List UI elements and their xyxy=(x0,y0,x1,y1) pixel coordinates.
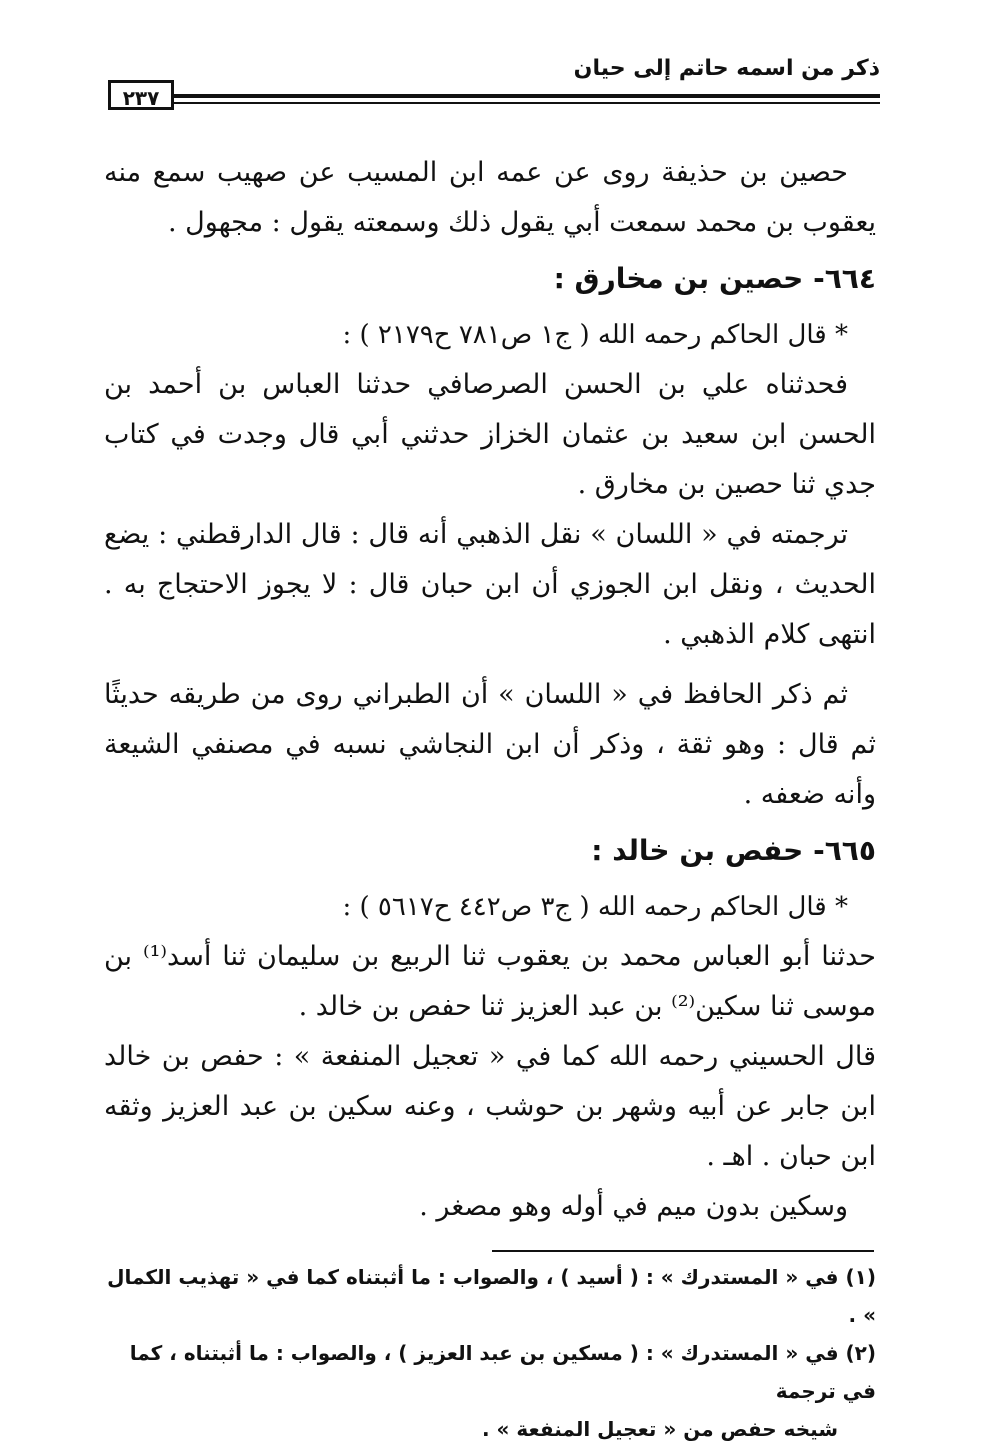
footnote-2: (٢) في « المستدرك » : ( مسكين بن عبد العزيز ) ، والصواب : ما أثبتناه ، كما في ترجمة xyxy=(129,1341,876,1403)
running-title: ذكر من اسمه حاتم إلى حيان xyxy=(573,56,880,81)
paragraph-note-665: وسكين بدون ميم في أوله وهو مصغر . xyxy=(419,1191,848,1222)
footnote-separator xyxy=(492,1250,874,1252)
header-rule-thick xyxy=(174,94,880,98)
source-reference-664: * قال الحاكم رحمه الله ( ج١ ص٧٨١ ح٢١٧٩ ) : xyxy=(342,320,848,350)
footnotes xyxy=(104,1258,876,1448)
main-text xyxy=(104,148,876,1232)
footnote-1: (١) في « المستدرك » : ( أسيد ) ، والصواب : ما أثبتناه كما في « تهذيب الكمال » . xyxy=(107,1265,876,1327)
footnote-2-continuation: شيخه حفص من « تعجيل المنفعة » . xyxy=(481,1417,838,1441)
paragraph-isnad-665: حدثنا أبو العباس محمد بن يعقوب ثنا الربيع بن سليمان ثنا أسد⁽¹⁾ بن موسى ثنا سكين⁽²⁾ بن عبد العزيز ثنا حفص بن خالد . xyxy=(104,941,876,1022)
paragraph-isnad-664: فحدثناه علي بن الحسن الصرصافي حدثنا العباس بن أحمد بن الحسن ابن سعيد بن عثمان الخزاز حدثني أبي قال وجدت في كتاب جدي ثنا حصين بن مخارق . xyxy=(104,369,876,500)
paragraph-continuation: حصين بن حذيفة روى عن عمه ابن المسيب عن صهيب سمع منه يعقوب بن محمد سمعت أبي يقول ذلك وسمعته يقول : مجهول . xyxy=(104,157,876,238)
spacer xyxy=(104,660,876,670)
entry-heading-665: ٦٦٥- حفص بن خالد : xyxy=(591,834,876,867)
source-reference-665: * قال الحاكم رحمه الله ( ج٣ ص٤٤٢ ح٥٦١٧ ) : xyxy=(342,892,848,922)
page-number: ٢٣٧ xyxy=(108,80,174,110)
page-header xyxy=(108,52,880,110)
entry-heading-664: ٦٦٤- حصين بن مخارق : xyxy=(553,262,876,295)
header-rule-thin xyxy=(174,102,880,104)
paragraph-husaini-665: قال الحسيني رحمه الله كما في « تعجيل المنفعة » : حفص بن خالد ابن جابر عن أبيه وشهر بن حوشب ، وعنه سكين بن عبد العزيز وثقه ابن حبان . اهـ . xyxy=(104,1041,876,1172)
paragraph-tarjama-664: ترجمته في « اللسان » نقل الذهبي أنه قال : قال الدارقطني : يضع الحديث ، ونقل ابن الجوزي أن ابن حبان قال : لا يجوز الاحتجاج به . انتهى كلام الذهبي . xyxy=(104,519,876,650)
paragraph-hafiz-664: ثم ذكر الحافظ في « اللسان » أن الطبراني روى من طريقه حديثًا ثم قال : وهو ثقة ، وذكر أن ابن النجاشي نسبه في مصنفي الشيعة وأنه ضعفه . xyxy=(104,679,876,810)
